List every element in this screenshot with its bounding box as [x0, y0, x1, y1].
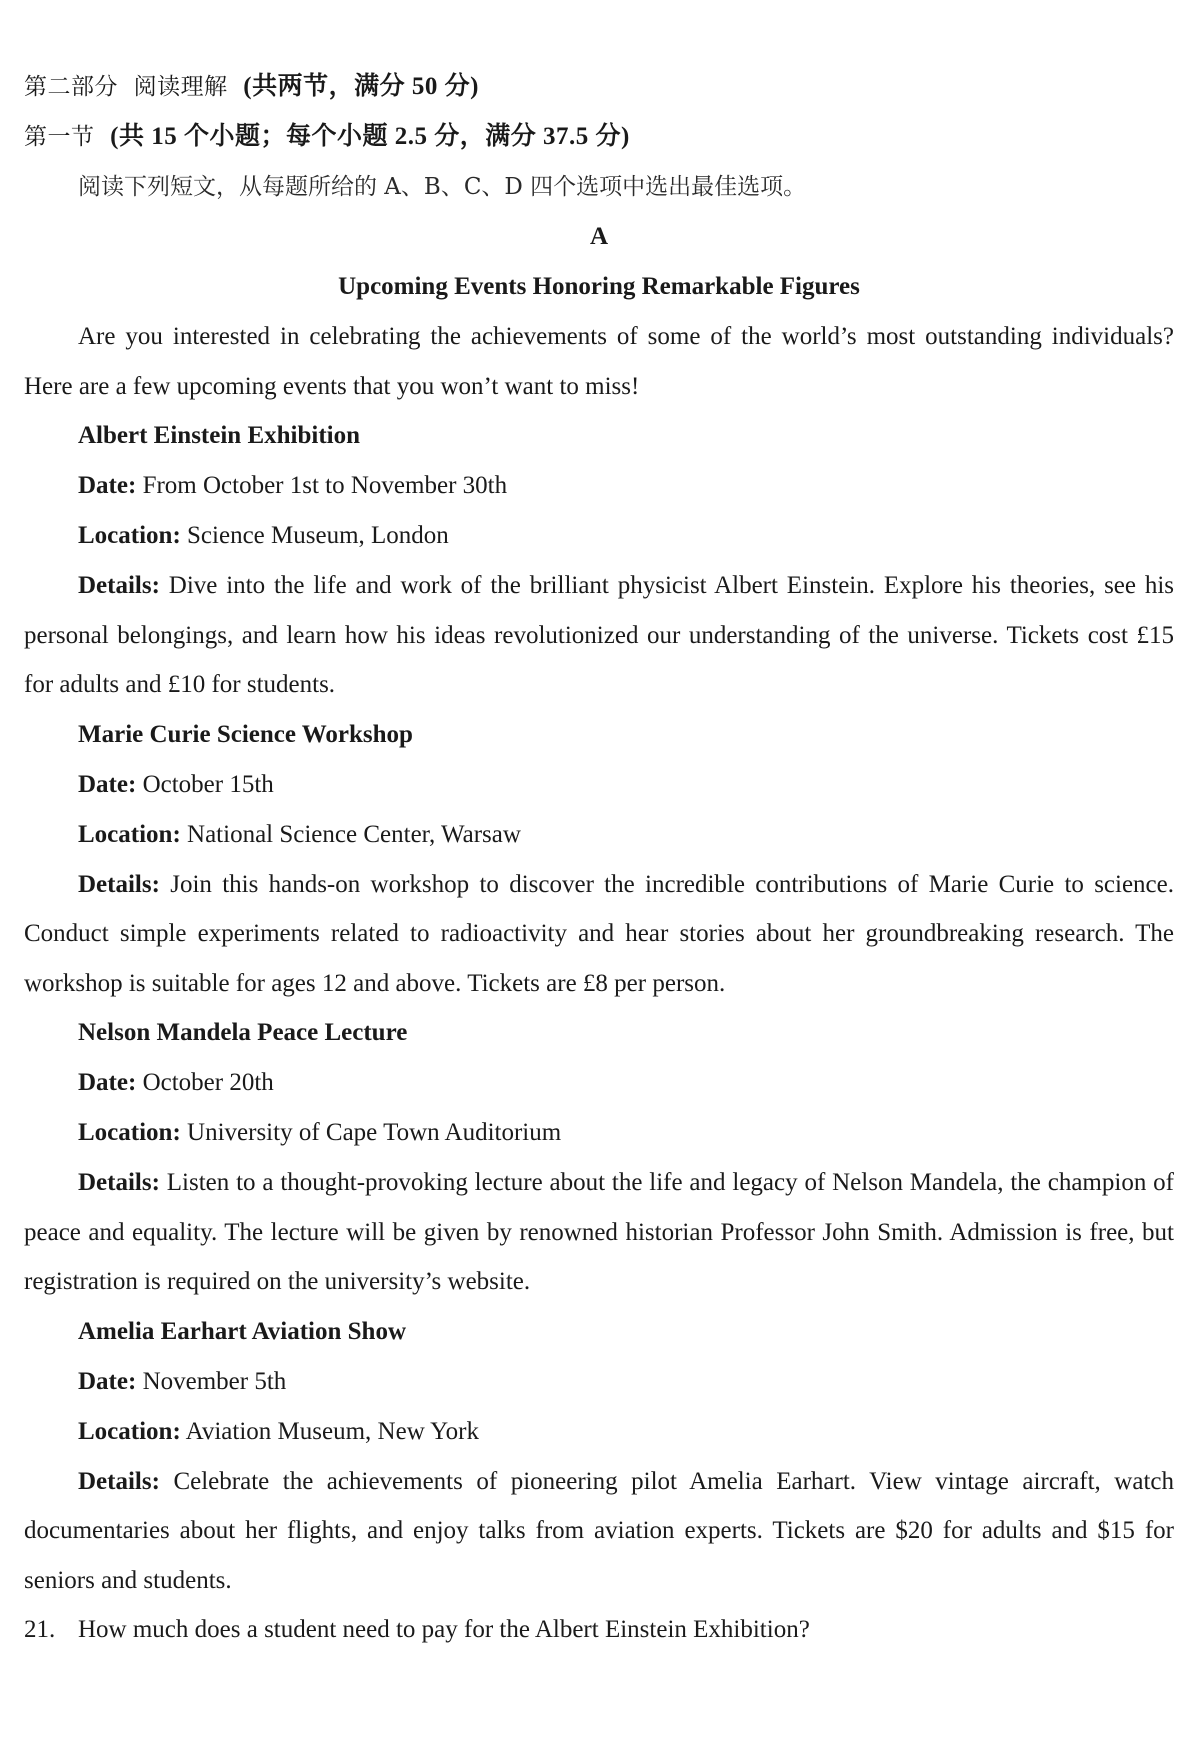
details-text: Celebrate the achievements of pioneering pilot Amelia Earhart. View vintage aircraft, watch documentaries about her flights, and enjoy talks from aviation experts. Tickets are $20 for adults and $15 for seniors and students.	[24, 1467, 1174, 1594]
instruction: 阅读下列短文，从每题所给的 A、B、C、D 四个选项中选出最佳选项。	[78, 174, 807, 200]
section-header	[24, 112, 1174, 162]
location-label: Location:	[78, 1417, 181, 1445]
event-title: Albert Einstein Exhibition	[78, 422, 360, 449]
event-location	[24, 1407, 1174, 1457]
date-value: October 20th	[142, 1069, 274, 1096]
details-label: Details:	[78, 1467, 160, 1495]
event-date	[24, 1357, 1174, 1407]
event-location	[24, 511, 1174, 561]
passage-title: Upcoming Events Honoring Remarkable Figures	[338, 273, 860, 300]
passage-intro: Are you interested in celebrating the achievements of some of the world’s most outstanding individuals? Here are a few upcoming events that you won’t want to miss!	[24, 323, 1174, 400]
question	[24, 1605, 1174, 1655]
location-value: National Science Center, Warsaw	[187, 820, 521, 848]
location-value: University of Cape Town Auditorium	[187, 1119, 562, 1146]
part-title: 阅读理解	[133, 74, 228, 100]
date-label: Date:	[78, 1069, 137, 1096]
location-label: Location:	[78, 522, 181, 549]
details-text: Join this hands-on workshop to discover the incredible contributions of Marie Curie to science. Conduct simple experiments related to radioactivity and hear stories about her groundbreaking research. The workshop is suitable for ages 12 and above. Tickets are £8 per person.	[24, 870, 1174, 997]
date-value: From October 1st to November 30th	[142, 472, 508, 499]
event-location	[24, 1108, 1174, 1158]
details-text: Listen to a thought-provoking lecture about the life and legacy of Nelson Mandela, the champion of peace and equality. The lecture will be given by renowned historian Professor John Smith. Admission is free, but registration is required on the university’s website.	[24, 1169, 1174, 1295]
part-label: 第二部分	[24, 74, 118, 100]
details-label: Details:	[78, 870, 160, 898]
event-title: Nelson Mandela Peace Lecture	[78, 1019, 408, 1046]
passage-letter: A	[589, 223, 609, 250]
event-date	[24, 461, 1174, 511]
event-location	[24, 810, 1174, 860]
part-note: (共两节，满分 50 分)	[243, 73, 479, 100]
section-label: 第一节	[24, 124, 95, 150]
date-label: Date:	[78, 770, 137, 798]
event-title: Amelia Earhart Aviation Show	[78, 1317, 407, 1345]
location-label: Location:	[78, 1119, 181, 1146]
section-note: (共 15 个小题；每个小题 2.5 分，满分 37.5 分)	[110, 123, 630, 150]
details-text: Dive into the life and work of the brilliant physicist Albert Einstein. Explore his theories, see his personal belongings, and learn how his ideas revolutionized our understanding of the universe. Tickets cost £15 for adults and £10 for students.	[24, 572, 1175, 698]
date-label: Date:	[78, 472, 137, 499]
question-number: 21.	[24, 1616, 56, 1643]
event-date	[24, 1058, 1174, 1108]
event-details	[24, 561, 1174, 710]
details-label: Details:	[78, 572, 160, 599]
event-title: Marie Curie Science Workshop	[78, 720, 413, 748]
event-date	[24, 760, 1174, 810]
details-label: Details:	[78, 1169, 160, 1196]
event-details	[24, 860, 1174, 1009]
location-value: Science Museum, London	[187, 522, 449, 549]
exam-page	[24, 62, 1174, 1655]
event-details	[24, 1457, 1174, 1606]
question-text: How much does a student need to pay for the Albert Einstein Exhibition?	[78, 1616, 810, 1643]
date-label: Date:	[78, 1367, 137, 1395]
location-label: Location:	[78, 820, 181, 848]
date-value: October 15th	[142, 770, 274, 798]
event-details	[24, 1158, 1174, 1307]
part-header	[24, 62, 1174, 112]
location-value: Aviation Museum, New York	[185, 1417, 479, 1445]
date-value: November 5th	[142, 1367, 287, 1395]
